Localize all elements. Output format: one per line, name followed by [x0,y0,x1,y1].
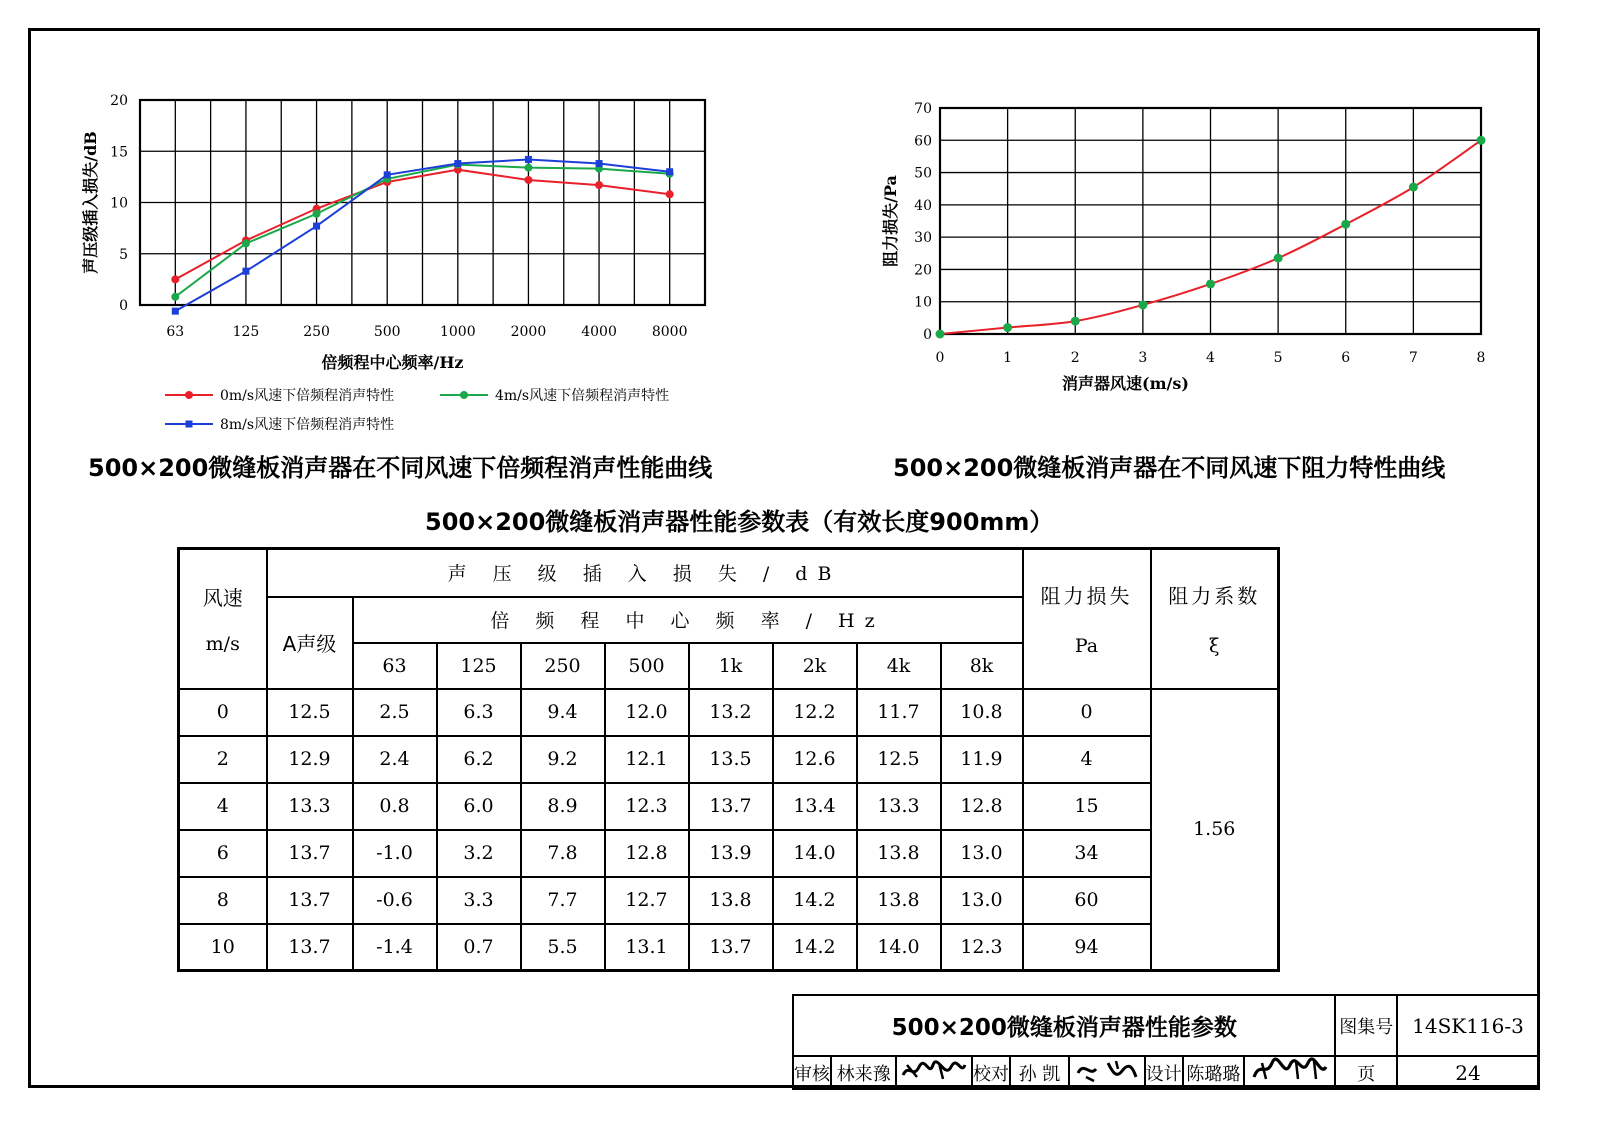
data-point [666,190,674,198]
cell-resistance-value: 15 [1023,783,1151,830]
header-band: 1k [689,643,773,689]
cell-band-value: 13.0 [941,877,1023,924]
data-point [1138,300,1147,309]
cell-speed: 6 [179,830,267,877]
y-tick-label: 30 [914,230,932,247]
y-tick-label: 15 [110,144,128,161]
cell-band-value: 14.2 [773,877,857,924]
header-resistance-coef: 阻力系数 ξ [1151,549,1279,689]
cell-speed: 2 [179,736,267,783]
data-point [313,210,321,218]
data-point [454,160,461,167]
x-tick-label: 500 [373,324,401,340]
cell-band-value: 2.4 [353,736,437,783]
data-point [1341,220,1350,229]
y-tick-label: 70 [914,101,932,117]
x-tick-label: 250 [303,324,330,340]
cell-band-value: 14.0 [773,830,857,877]
cell-a-weighted: 12.9 [267,736,353,783]
cell-speed: 0 [179,689,267,736]
data-point [936,330,945,339]
data-point [1003,323,1012,332]
data-point [596,160,603,167]
cell-band-value: 12.7 [605,877,689,924]
legend-label: 4m/s风速下倍频程消声特性 [495,388,670,404]
cell-resistance-value: 60 [1023,877,1151,924]
y-axis-label: 声压级插入损失/dB [81,131,100,274]
data-point [1071,317,1080,326]
cell-band-value: 11.9 [941,736,1023,783]
x-tick-label: 1 [1003,350,1013,366]
data-point [1274,254,1283,263]
cell-band-value: 12.2 [773,689,857,736]
cell-speed: 8 [179,877,267,924]
cell-band-value: 13.1 [605,924,689,971]
cell-band-value: -1.0 [353,830,437,877]
table-row [179,877,1279,924]
pressure-loss-chart [870,95,1510,395]
atlas-number: 14SK116-3 [1397,995,1539,1056]
title-block [792,994,1540,1090]
cell-resistance-value: 4 [1023,736,1151,783]
cell-band-value: 2.5 [353,689,437,736]
x-tick-label: 8000 [651,324,688,340]
x-tick-label: 3 [1138,350,1148,366]
x-tick-label: 125 [232,324,260,340]
x-tick-label: 2 [1070,350,1080,366]
check-label: 校对 [972,1056,1010,1089]
left-chart-caption: 500×200微缝板消声器在不同风速下倍频程消声性能曲线 [88,454,713,482]
legend-marker [460,391,468,399]
cell-band-value: 13.0 [941,830,1023,877]
header-band: 500 [605,643,689,689]
cell-band-value: 14.0 [857,924,941,971]
y-axis-label: 阻力损失/Pa [881,175,900,267]
table-row [179,736,1279,783]
cell-speed: 10 [179,924,267,971]
cell-band-value: 3.3 [437,877,521,924]
cell-band-value: 6.3 [437,689,521,736]
page-number: 24 [1397,1056,1539,1089]
cell-band-value: -0.6 [353,877,437,924]
legend-label: 0m/s风速下倍频程消声特性 [220,388,395,404]
x-tick-label: 1000 [439,324,476,340]
drawing-title: 500×200微缝板消声器性能参数 [793,995,1335,1056]
cell-resistance-coef: 1.56 [1151,689,1279,971]
y-tick-label: 10 [110,195,128,212]
cell-band-value: 5.5 [521,924,605,971]
data-point [171,275,179,283]
cell-band-value: 12.5 [857,736,941,783]
y-tick-label: 40 [914,197,932,214]
data-point [242,240,250,248]
cell-band-value: 0.8 [353,783,437,830]
cell-band-value: 12.6 [773,736,857,783]
y-tick-label: 0 [119,298,128,314]
cell-band-value: 12.1 [605,736,689,783]
designer-name: 陈璐璐 [1183,1056,1245,1089]
data-point [595,181,603,189]
cell-a-weighted: 12.5 [267,689,353,736]
x-tick-label: 0 [935,350,945,366]
cell-band-value: 13.5 [689,736,773,783]
header-band: 63 [353,643,437,689]
cell-speed: 4 [179,783,267,830]
cell-a-weighted: 13.7 [267,924,353,971]
data-point [242,268,249,275]
x-tick-label: 4 [1206,350,1215,366]
cell-band-value: 13.7 [689,924,773,971]
cell-resistance-value: 0 [1023,689,1151,736]
header-octave-band: 倍 频 程 中 心 频 率 / Hz [353,597,1023,643]
review-label: 审核 [793,1056,831,1089]
insertion-loss-chart [70,85,750,440]
cell-band-value: -1.4 [353,924,437,971]
data-point [172,308,179,315]
cell-band-value: 6.0 [437,783,521,830]
cell-band-value: 0.7 [437,924,521,971]
y-tick-label: 20 [110,93,128,109]
x-axis-label: 消声器风速(m/s) [1062,374,1189,393]
data-point [171,293,179,301]
data-point [1206,279,1215,288]
header-band: 4k [857,643,941,689]
cell-band-value: 12.3 [605,783,689,830]
cell-band-value: 13.2 [689,689,773,736]
x-tick-label: 8 [1476,350,1486,366]
data-point [524,176,532,184]
cell-resistance-value: 34 [1023,830,1151,877]
header-resistance-loss: 阻力损失 Pa [1023,549,1151,689]
right-chart-caption: 500×200微缝板消声器在不同风速下阻力特性曲线 [893,454,1446,482]
y-tick-label: 60 [914,133,932,150]
table-row [179,924,1279,971]
x-tick-label: 6 [1341,350,1351,366]
y-tick-label: 10 [914,294,932,311]
data-point [1477,136,1486,145]
data-point [384,171,391,178]
atlas-label: 图集号 [1335,995,1397,1056]
designer-signature [1244,1056,1335,1089]
cell-a-weighted: 13.3 [267,783,353,830]
y-tick-label: 50 [914,165,932,182]
header-band: 250 [521,643,605,689]
cell-a-weighted: 13.7 [267,877,353,924]
cell-band-value: 8.9 [521,783,605,830]
cell-band-value: 13.3 [857,783,941,830]
y-tick-label: 5 [119,246,128,263]
data-point [313,223,320,230]
x-tick-label: 5 [1273,350,1283,366]
cell-band-value: 7.8 [521,830,605,877]
cell-band-value: 13.8 [689,877,773,924]
x-tick-label: 7 [1408,350,1418,366]
cell-band-value: 3.2 [437,830,521,877]
cell-band-value: 13.8 [857,830,941,877]
y-tick-label: 0 [923,327,932,343]
x-tick-label: 4000 [581,324,617,340]
table-row [179,830,1279,877]
header-a-weighted: A声级 [267,597,353,689]
cell-band-value: 9.4 [521,689,605,736]
cell-band-value: 13.8 [857,877,941,924]
table-row [179,783,1279,830]
cell-a-weighted: 13.7 [267,830,353,877]
legend-label: 8m/s风速下倍频程消声特性 [220,417,395,433]
cell-band-value: 9.2 [521,736,605,783]
table-row [179,689,1279,736]
legend-marker [185,391,193,399]
data-point [525,156,532,163]
cell-band-value: 11.7 [857,689,941,736]
cell-resistance-value: 94 [1023,924,1151,971]
header-band: 8k [941,643,1023,689]
cell-band-value: 12.8 [605,830,689,877]
y-tick-label: 20 [914,262,932,279]
checker-name: 孙 凯 [1010,1056,1069,1089]
design-label: 设计 [1145,1056,1183,1089]
reviewer-name: 林来豫 [831,1056,896,1089]
x-axis-label: 倍频程中心频率/Hz [321,353,464,372]
header-band: 125 [437,643,521,689]
x-tick-label: 63 [166,324,185,340]
cell-band-value: 7.7 [521,877,605,924]
legend-marker [186,421,193,428]
cell-band-value: 6.2 [437,736,521,783]
checker-signature [1069,1056,1145,1089]
page-label: 页 [1335,1056,1397,1089]
reviewer-signature [896,1056,972,1089]
cell-band-value: 14.2 [773,924,857,971]
cell-band-value: 10.8 [941,689,1023,736]
cell-band-value: 12.0 [605,689,689,736]
cell-band-value: 13.4 [773,783,857,830]
cell-band-value: 12.8 [941,783,1023,830]
data-point [1409,183,1418,192]
header-insertion-loss: 声 压 级 插 入 损 失 / dB [267,549,1023,597]
cell-band-value: 12.3 [941,924,1023,971]
cell-band-value: 13.7 [689,783,773,830]
header-band: 2k [773,643,857,689]
x-tick-label: 2000 [510,324,547,340]
table-title: 500×200微缝板消声器性能参数表（有效长度900mm） [425,508,1054,536]
data-point [524,164,532,172]
data-point [666,168,673,175]
cell-band-value: 13.9 [689,830,773,877]
header-speed: 风速 m/s [179,549,267,689]
performance-table [177,547,1280,972]
